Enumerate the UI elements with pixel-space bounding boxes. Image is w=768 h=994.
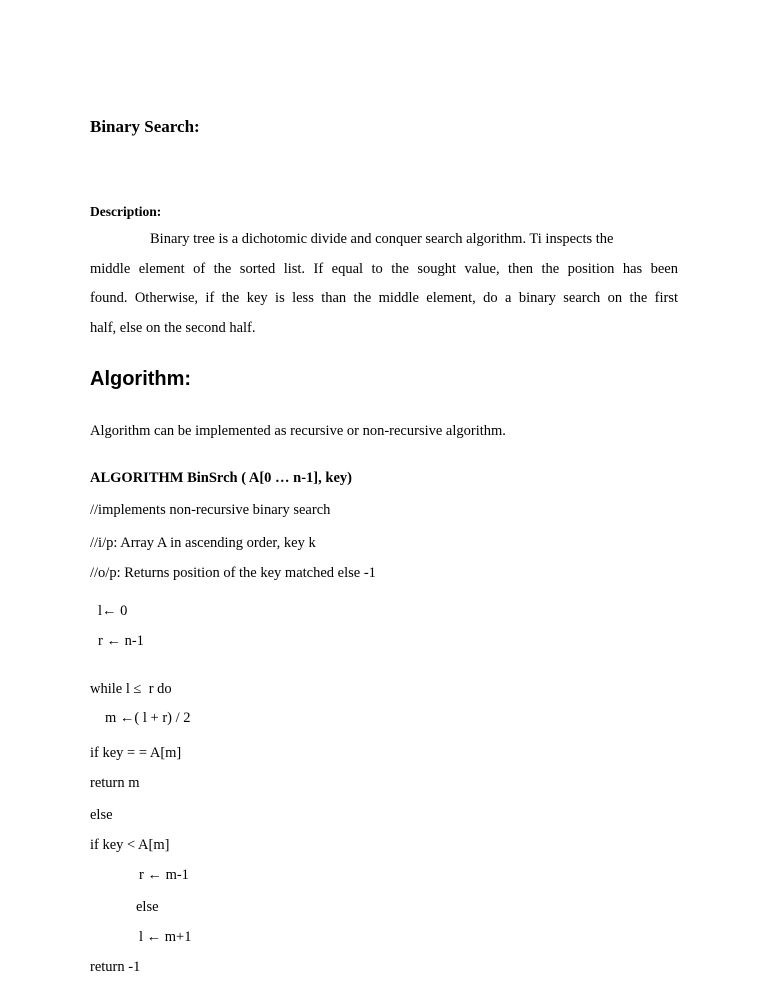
code-line: else: [136, 899, 159, 915]
code-line: l ← m+1: [139, 929, 192, 945]
code-line: return -1: [90, 959, 141, 975]
description-line: found. Otherwise, if the key is less than the middle element, do a binary search on the first: [90, 290, 678, 306]
code-line: m ←( l + r) / 2: [105, 710, 191, 726]
code-line: if key = = A[m]: [90, 745, 182, 761]
description-line: middle element of the sorted list. If equal to the sought value, then the position has been: [90, 260, 678, 277]
code-line: if key < A[m]: [90, 837, 170, 853]
code-line: return m: [90, 775, 140, 791]
comment-line: //o/p: Returns position of the key matched else -1: [90, 565, 376, 581]
page-title: Binary Search:: [90, 117, 200, 136]
code-line: r ← n-1: [98, 633, 144, 649]
code-line: l← 0: [98, 603, 128, 619]
code-line: else: [90, 807, 113, 823]
description-line: half, else on the second half.: [90, 319, 256, 336]
code-line: r ← m-1: [139, 867, 189, 883]
comment-line: //i/p: Array A in ascending order, key k: [90, 535, 316, 551]
code-line: while l ≤ r do: [90, 681, 172, 697]
description-paragraph: [90, 225, 678, 343]
algorithm-signature: ALGORITHM BinSrch ( A[0 … n-1], key): [90, 470, 352, 486]
intro-text: Algorithm can be implemented as recursive or non-recursive algorithm.: [90, 423, 506, 439]
description-label: Description:: [90, 204, 162, 219]
algorithm-heading: Algorithm:: [90, 368, 192, 390]
comment-line: //implements non-recursive binary search: [90, 502, 331, 518]
description-line: Binary tree is a dichotomic divide and conquer search algorithm. Ti inspects the: [150, 231, 614, 247]
